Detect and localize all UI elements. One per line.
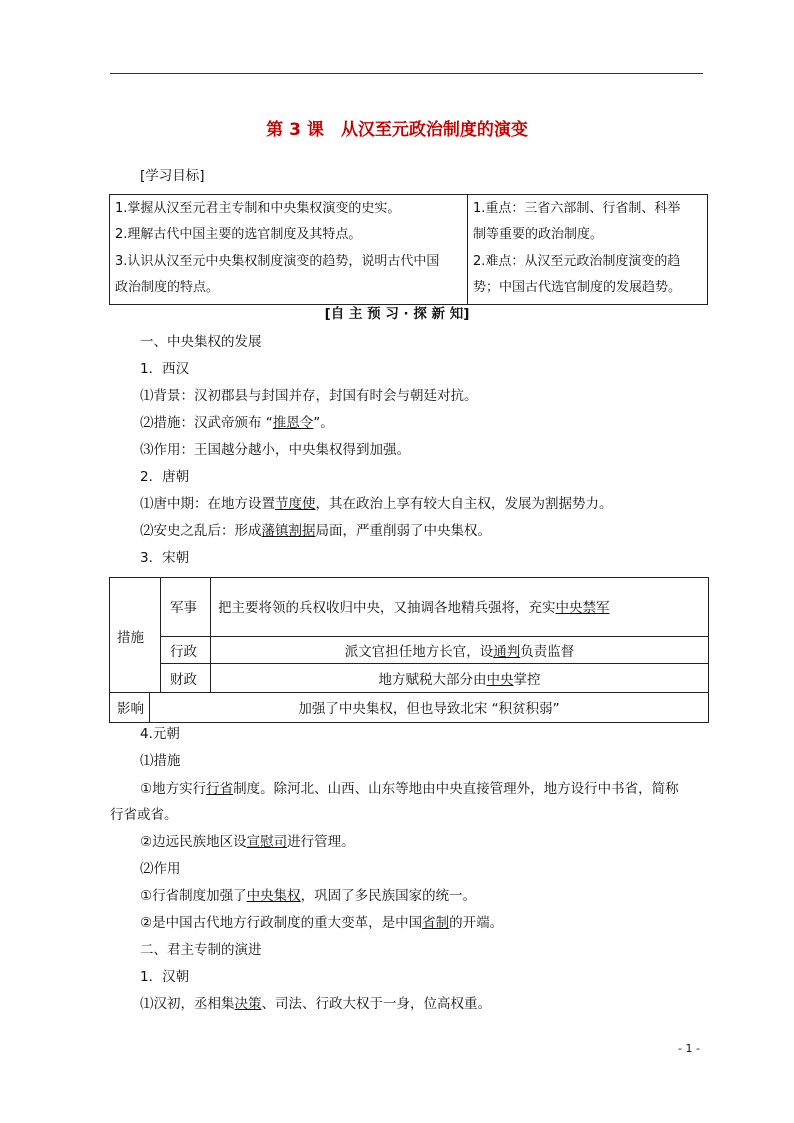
header-rule bbox=[110, 73, 703, 74]
song-table bbox=[109, 577, 709, 723]
objective-right-1: 1.重点：三省六部制、行省制、科举 bbox=[473, 201, 681, 216]
yuan-measures: ⑴措施 bbox=[140, 753, 181, 769]
military-label: 军事 bbox=[170, 600, 197, 616]
section-banner: [自 主 预 习 · 探 新 知] bbox=[324, 306, 470, 322]
yuan-measure-1-cont: 行省或省。 bbox=[110, 807, 178, 823]
song-col-line-1 bbox=[160, 578, 161, 692]
measures-label: 措施 bbox=[117, 630, 144, 646]
objectives-label: [学习目标] bbox=[140, 168, 205, 184]
song-row-line-1 bbox=[160, 636, 708, 637]
han-effect: ⑶作用：王国越分越小，中央集权得到加强。 bbox=[140, 442, 410, 458]
song-row-line-3 bbox=[110, 692, 708, 693]
objective-left-2: 2.理解古代中国主要的选官制度及其特点。 bbox=[115, 227, 362, 242]
tang-after-anshi: ⑵安史之乱后：形成藩镇割据局面，严重削弱了中央集权。 bbox=[140, 523, 491, 539]
yuan-heading: 4.元朝 bbox=[140, 726, 180, 742]
tang-mid: ⑴唐中期：在地方设置节度使，其在政治上享有较大自主权，发展为割据势力。 bbox=[140, 496, 613, 512]
objective-left-4: 政治制度的特点。 bbox=[115, 280, 220, 295]
objectives-table bbox=[109, 194, 708, 305]
part1-heading: 一、中央集权的发展 bbox=[140, 334, 262, 350]
finance-text: 地方赋税大部分由中央掌控 bbox=[378, 672, 541, 688]
song-heading: 3．宋朝 bbox=[140, 550, 190, 566]
military-text: 把主要将领的兵权收归中央，又抽调各地精兵强将，充实中央禁军 bbox=[218, 600, 610, 616]
song-row-line-2 bbox=[160, 663, 708, 664]
yuan-measure-1: ①地方实行行省制度。除河北、山西、山东等地由中央直接管理外，地方设行中书省，简称 bbox=[140, 781, 679, 797]
objectives-divider bbox=[467, 195, 468, 304]
objective-right-4: 势；中国古代选官制度的发展趋势。 bbox=[473, 280, 682, 295]
admin-text: 派文官担任地方长官，设通判负责监督 bbox=[344, 644, 575, 660]
impact-label: 影响 bbox=[117, 701, 144, 717]
finance-label: 财政 bbox=[170, 672, 197, 688]
han-measure: ⑵措施：汉武帝颁布 “推恩令”。 bbox=[140, 415, 334, 431]
objective-right-2: 制等重要的政治制度。 bbox=[473, 227, 604, 242]
admin-label: 行政 bbox=[170, 644, 197, 660]
objective-left-1: 1.掌握从汉至元君主专制和中央集权演变的史实。 bbox=[115, 201, 401, 216]
yuan-effect: ⑵作用 bbox=[140, 861, 181, 877]
objective-left-3: 3.认识从汉至元中央集权制度演变的趋势，说明古代中国 bbox=[115, 254, 440, 269]
yuan-measure-2: ②边远民族地区设宣慰司进行管理。 bbox=[140, 834, 355, 850]
yuan-effect-2: ②是中国古代地方行政制度的重大变革，是中国省制的开端。 bbox=[140, 915, 504, 931]
part2-heading: 二、君主专制的演进 bbox=[140, 942, 262, 958]
yuan-effect-1: ①行省制度加强了中央集权，巩固了多民族国家的统一。 bbox=[140, 888, 477, 904]
page-number: - 1 - bbox=[678, 1042, 700, 1055]
part2-han-1: ⑴汉初，丞相集决策、司法、行政大权于一身，位高权重。 bbox=[140, 996, 491, 1012]
tang-heading: 2．唐朝 bbox=[140, 469, 190, 485]
han-heading: 1．西汉 bbox=[140, 361, 190, 377]
lesson-title: 第 3 课 从汉至元政治制度的演变 bbox=[266, 120, 528, 140]
impact-text: 加强了中央集权，但也导致北宋 “积贫积弱” bbox=[298, 701, 560, 717]
part2-han-heading: 1．汉朝 bbox=[140, 969, 190, 985]
objective-right-3: 2.难点：从汉至元政治制度演变的趋 bbox=[473, 254, 681, 269]
han-background: ⑴背景：汉初郡县与封国并存，封国有时会与朝廷对抗。 bbox=[140, 388, 478, 404]
